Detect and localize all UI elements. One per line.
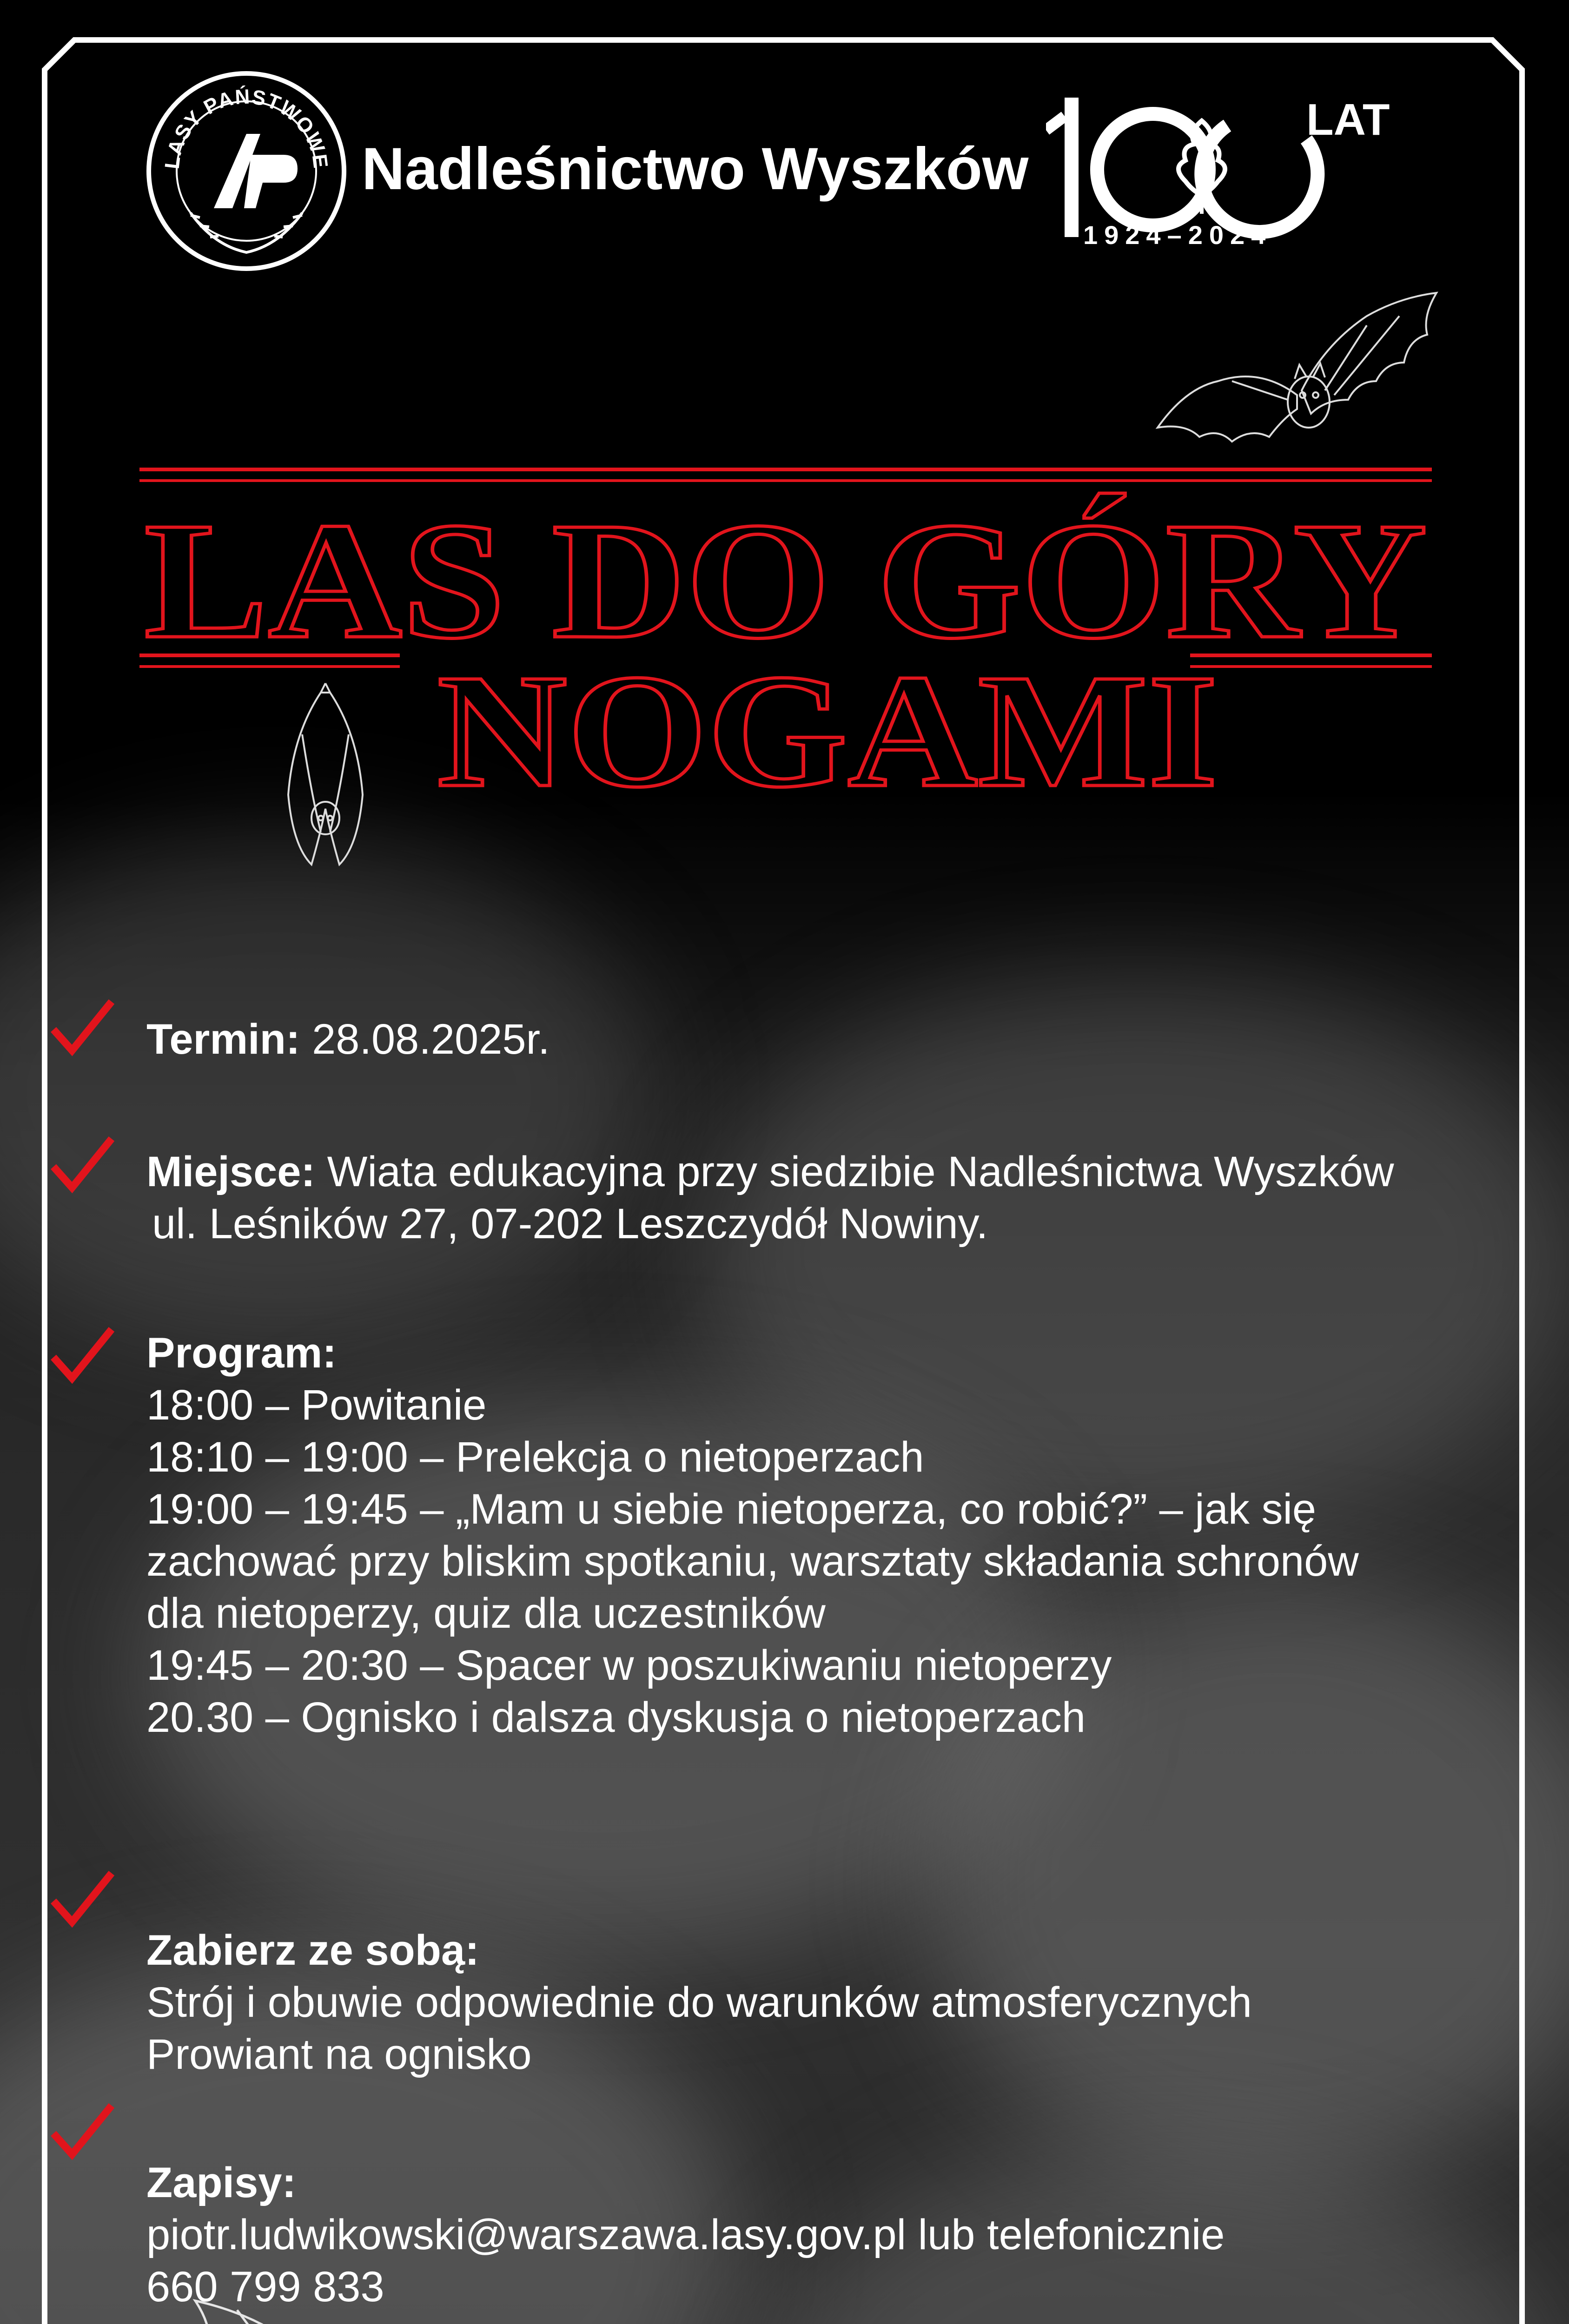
section-program xyxy=(146,1327,1359,1743)
checkmark-icon xyxy=(46,1320,116,1390)
program-item: 18:00 – Powitanie xyxy=(146,1381,487,1429)
checkmark-icon xyxy=(46,1129,116,1199)
bat-icon xyxy=(274,679,377,874)
miejsce-value: Wiata edukacyjna przy siedzibie Nadleśnictwa Wyszków xyxy=(315,1148,1394,1195)
zabierz-item: Strój i obuwie odpowiednie do warunków atmosferycznych xyxy=(146,1979,1252,2026)
section-termin xyxy=(146,1013,550,1065)
jubilee-years: 1924–2024 xyxy=(1083,220,1272,250)
zapisy-contact[interactable]: piotr.ludwikowski@warszawa.lasy.gov.pl lub telefonicznie xyxy=(146,2211,1225,2258)
miejsce-label: Miejsce: xyxy=(146,1148,316,1195)
bat-icon xyxy=(1148,288,1446,465)
termin-label: Termin: xyxy=(146,1016,300,1063)
termin-value: 28.08.2025r. xyxy=(300,1016,550,1063)
jubilee-label: LAT xyxy=(1306,95,1390,145)
zapisy-label: Zapisy: xyxy=(146,2159,297,2206)
jubilee-100-logo xyxy=(1046,88,1427,256)
program-label: Program: xyxy=(146,1329,337,1377)
title-line-2: NOGAMI xyxy=(437,640,1218,795)
program-item: 19:00 – 19:45 – „Mam u siebie nietoperza, co robić?” – jak się xyxy=(146,1486,1317,1533)
program-item: 20.30 – Ognisko i dalsza dyskusja o nietoperzach xyxy=(146,1694,1086,1741)
program-item: dla nietoperzy, quiz dla uczestników xyxy=(146,1590,826,1637)
checkmark-icon xyxy=(46,2096,116,2166)
program-item: zachować przy bliskim spotkaniu, warsztaty składania schronów xyxy=(146,1538,1359,1585)
section-zabierz xyxy=(146,1924,1252,2080)
title-line-1: LAS DO GÓRY xyxy=(144,488,1427,673)
checkmark-icon xyxy=(46,1864,116,1934)
miejsce-address: ul. Leśników 27, 07-202 Leszczydół Nowiny. xyxy=(152,1200,988,1248)
checkmark-icon xyxy=(46,992,116,1062)
zabierz-label: Zabierz ze sobą: xyxy=(146,1927,479,1974)
lasy-panstwowe-logo-icon xyxy=(144,69,349,273)
section-miejsce xyxy=(146,1146,1394,1250)
zabierz-item: Prowiant na ognisko xyxy=(146,2031,532,2078)
program-item: 18:10 – 19:00 – Prelekcja o nietoperzach xyxy=(146,1433,924,1481)
org-name: Nadleśnictwo Wyszków xyxy=(362,136,1029,202)
program-item: 19:45 – 20:30 – Spacer w poszukiwaniu nietoperzy xyxy=(146,1642,1112,1689)
zapisy-phone[interactable]: 660 799 833 xyxy=(146,2263,384,2311)
logo-ring-text: LASY PAŃSTWOWE xyxy=(160,85,332,171)
section-zapisy xyxy=(146,2157,1225,2313)
